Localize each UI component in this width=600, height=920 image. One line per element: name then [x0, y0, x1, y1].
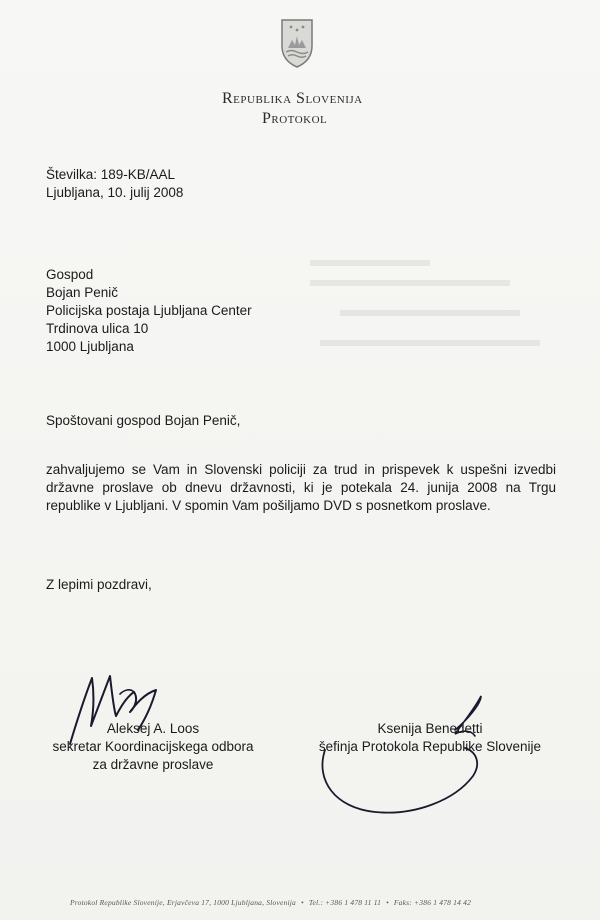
footer-telephone: Tel.: +386 1 478 11 11	[308, 898, 382, 907]
slovenia-coat-of-arms-icon	[280, 18, 314, 68]
signatory-right-name: Ksenija Benedetti	[377, 721, 483, 736]
recipient-city: 1000 Ljubljana	[46, 339, 134, 354]
footer-fax: Faks: +386 1 478 14 42	[393, 898, 472, 907]
salutation: Spoštovani gospod Bojan Penič,	[46, 413, 241, 428]
footer-address: Protokol Republike Slovenije, Erjavčeva 17, 1000 Ljubljana, Slovenija	[70, 898, 296, 907]
recipient-street: Trdinova ulica 10	[46, 321, 149, 336]
signatory-left-title-continued: za državne proslave	[92, 757, 214, 772]
place-and-date: Ljubljana, 10. julij 2008	[46, 185, 184, 200]
signatory-right-title: šefinja Protokola Republike Slovenije	[318, 739, 542, 754]
organization-name: Republika Slovenija	[222, 90, 363, 107]
footer-separator: •	[300, 898, 304, 907]
organization-department: Protokol	[262, 110, 328, 127]
reference-number: Številka: 189-KB/AAL	[46, 167, 176, 182]
recipient-name: Bojan Penič	[46, 285, 119, 300]
letter-body: zahvaljujemo se Vam in Slovenski policiji za trud in prispevek k uspešni izvedbi državne proslave ob dnevu državnosti, ki je potekala 24. junija 2008 na Trgu republike v Ljubljani. V spomin Vam pošiljamo DVD s posnetkom proslave.	[46, 462, 556, 513]
closing-phrase: Z lepimi pozdravi,	[46, 577, 152, 592]
signatory-left-name: Aleksej A. Loos	[106, 721, 200, 736]
signatory-left-title: sekretar Koordinacijskega odbora	[52, 739, 254, 754]
letter-footer	[70, 898, 471, 907]
recipient-address	[46, 266, 252, 356]
recipient-honorific: Gospod	[46, 267, 94, 282]
recipient-organization: Policijska postaja Ljubljana Center	[46, 303, 252, 318]
bleed-through-texture	[300, 250, 560, 390]
signatory-left	[48, 720, 258, 774]
reference-block	[46, 166, 183, 202]
footer-separator: •	[386, 898, 389, 907]
signatory-right	[300, 720, 560, 756]
